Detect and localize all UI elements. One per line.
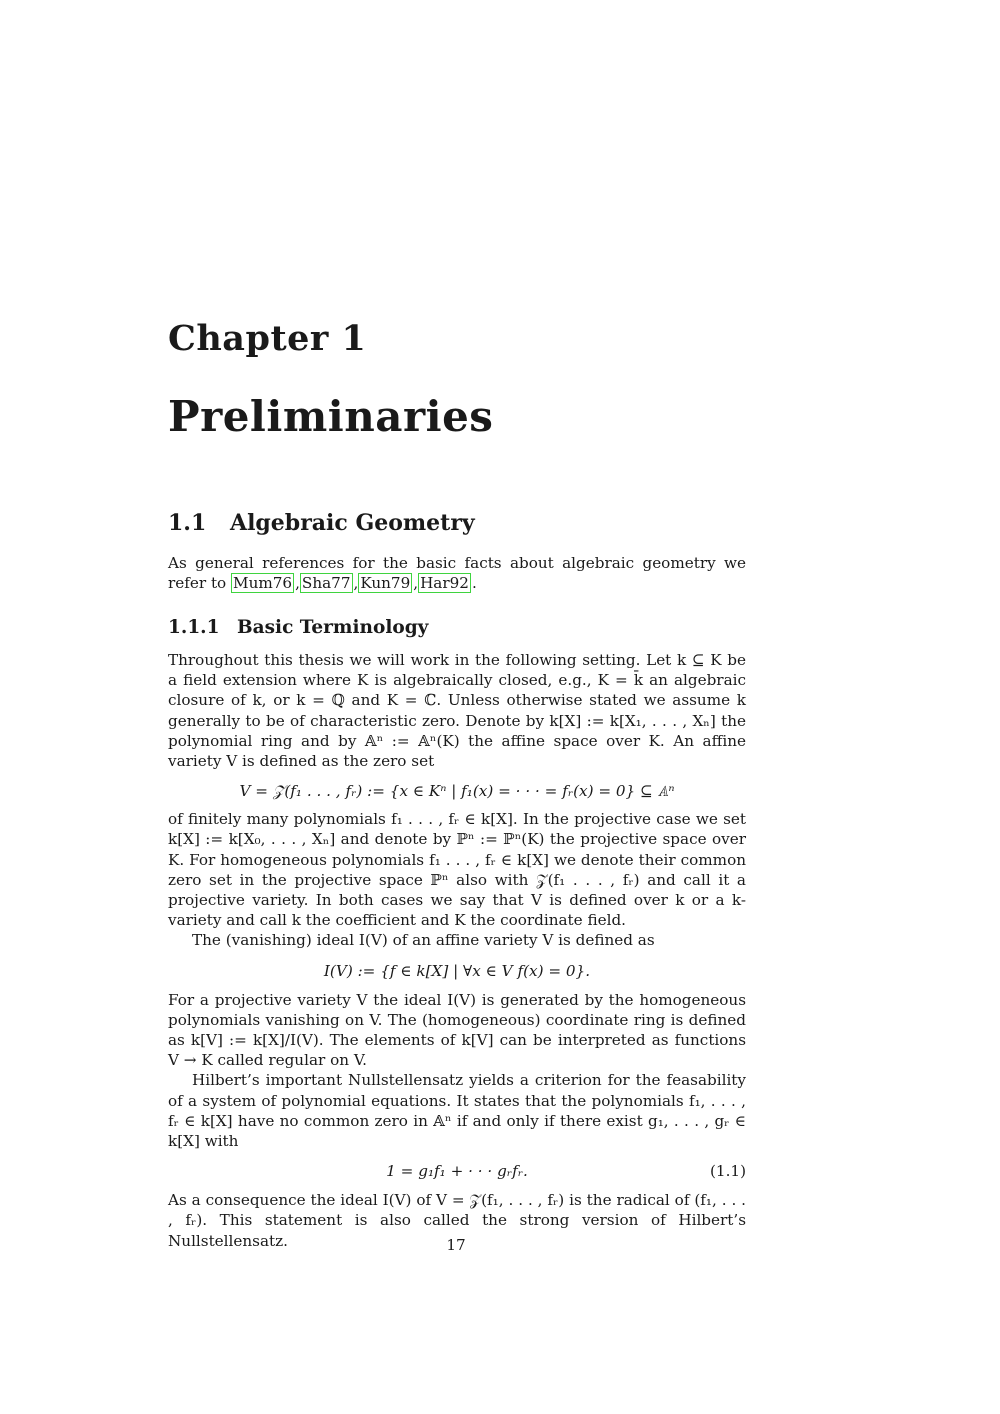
citation-link[interactable]: Sha77: [301, 574, 351, 593]
paragraph: As a consequence the ideal I(V) of V = 𝒵(f₁, . . . , fᵣ) is the radical of (f₁, . . . , fᵣ). This statement is also called the strong version of Hilbert’s Nullstellensatz.: [168, 1191, 746, 1250]
section-heading: [168, 510, 475, 536]
equation-formula: 1 = g₁f₁ + · · · gᵣfᵣ.: [386, 1162, 528, 1181]
paragraph: of finitely many polynomials f₁ . . . , fᵣ ∈ k[X]. In the projective case we set k[X] := k[X₀, . . . , Xₙ] and denote by ℙⁿ := ℙⁿ(K) the projective space over K. For homogeneous polynomials f₁ . . . , fᵣ ∈ k[X] we denote their common zero set in the projective space ℙⁿ also with 𝒵(f₁ . . . , fᵣ) and call it a projective variety. In both cases we say that V is defined over k or a k-variety and call k the coefficient and K the coordinate field.: [168, 810, 746, 930]
citation-link[interactable]: Har92: [420, 574, 469, 593]
paragraph: Hilbert’s important Nullstellensatz yields a criterion for the feasability of a system of polynomial equations. It states that the polynomials f₁, . . . , fᵣ ∈ k[X] have no common zero in 𝔸ⁿ if and only if there exist g₁, . . . , gᵣ ∈ k[X] with: [168, 1071, 746, 1151]
subsection-heading: [168, 617, 428, 638]
chapter-label: Chapter 1: [168, 318, 367, 359]
numbered-equation: [168, 1161, 746, 1181]
citation-link[interactable]: Kun79: [360, 574, 411, 593]
subsection-title: Basic Terminology: [237, 617, 429, 638]
citation-link[interactable]: Mum76: [233, 574, 293, 593]
section-title: Algebraic Geometry: [230, 510, 475, 536]
equation-number: (1.1): [709, 1162, 746, 1181]
display-equation: I(V) := {f ∈ k[X] | ∀x ∈ V f(x) = 0}.: [323, 961, 591, 980]
chapter-title: Preliminaries: [168, 392, 494, 441]
display-equation: V = 𝒵(f₁ . . . , fᵣ) := {x ∈ Kⁿ | f₁(x) = · · · = fᵣ(x) = 0} ⊆ 𝔸ⁿ: [239, 782, 675, 801]
paragraph: Throughout this thesis we will work in the following setting. Let k ⊆ K be a field extension where K is algebraically closed, e.g., K = k̄ an algebraic closure of k, or k = ℚ and K = ℂ. Unless otherwise stated we assume k generally to be of characteristic zero. Denote by k[X] := k[X₁, . . . , Xₙ] the polynomial ring and by 𝔸ⁿ := 𝔸ⁿ(K) the affine space over K. An affine variety V is defined as the zero set: [168, 651, 746, 771]
section-number: 1.1: [168, 510, 207, 536]
paragraph: For a projective variety V the ideal I(V) is generated by the homogeneous polynomials vanishing on V. The (homogeneous) coordinate ring is defined as k[V] := k[X]/I(V). The elements of k[V] can be interpreted as functions V → K called regular on V.: [168, 990, 746, 1070]
intro-paragraph: As general references for the basic facts about algebraic geometry we refer to Mum76 , Sha77 , Kun79 , Har92 .: [168, 554, 746, 593]
body-text: [168, 650, 746, 1251]
paragraph: The (vanishing) ideal I(V) of an affine variety V is defined as: [192, 931, 655, 950]
subsection-number: 1.1.1: [168, 617, 220, 638]
page-number: 17: [446, 1236, 466, 1254]
intro-text: As general references for the basic facts about algebraic geometry we refer to: [168, 554, 746, 593]
